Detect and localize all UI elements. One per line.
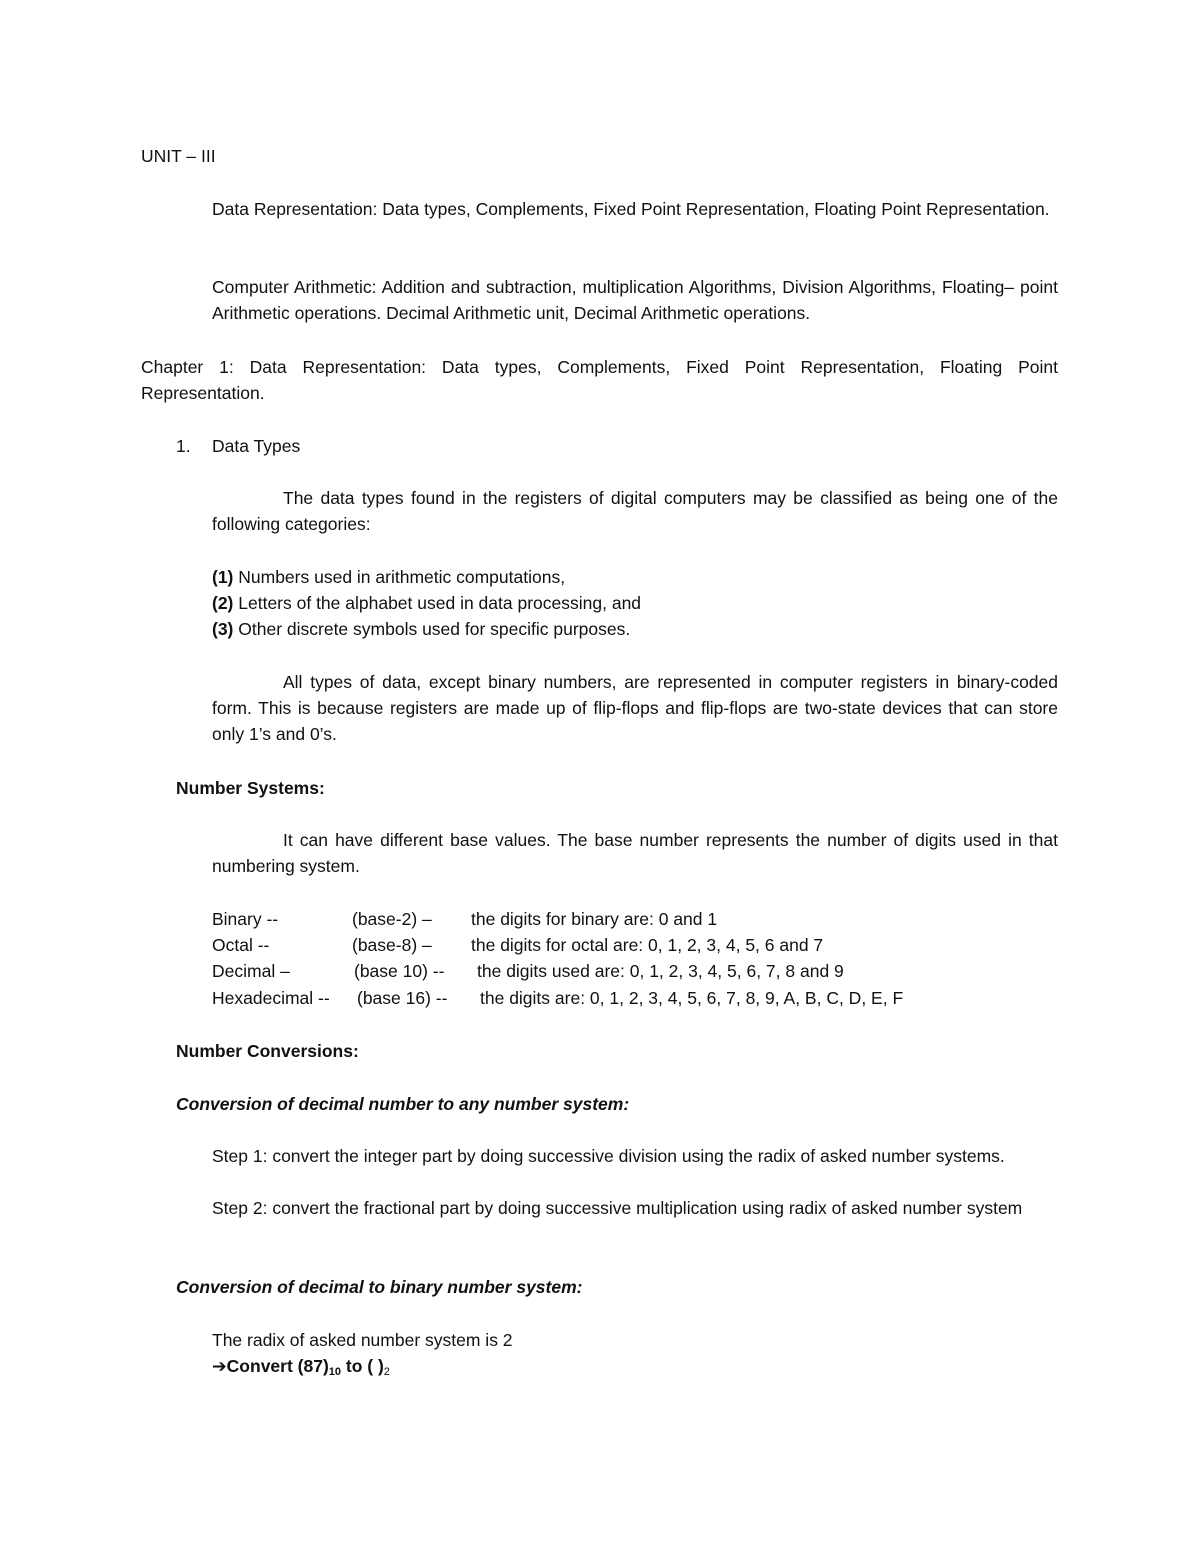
category-number: (3) [212,619,234,639]
section-number: 1. [176,436,191,456]
category-item [212,616,630,642]
number-conversions-heading: Number Conversions: [176,1041,359,1061]
number-systems-intro: It can have different base values. The base number represents the number of digits used in that numbering system. [212,830,1058,876]
category-item [212,564,565,590]
syllabus-line-2: Computer Arithmetic: Addition and subtraction, multiplication Algorithms, Division Algorithms, Floating– point Arithmetic operations. Decimal Arithmetic unit, Decimal Arithmetic operations. [212,277,1058,323]
number-system-digits: the digits are: 0, 1, 2, 3, 4, 5, 6, 7, 8, 9, A, B, C, D, E, F [480,988,904,1008]
unit-title: UNIT – III [141,146,216,166]
number-system-digits: the digits for binary are: 0 and 1 [471,909,718,929]
conversion-binary-subheading: Conversion of decimal to binary number system: [176,1277,583,1297]
radix-line: The radix of asked number system is 2 [212,1330,513,1350]
syllabus-line-1: Data Representation: Data types, Complements, Fixed Point Representation, Floating Point Representation. [212,199,1050,219]
conversion-example [212,1353,390,1385]
conversion-step-1: Step 1: convert the integer part by doing successive division using the radix of asked number systems. [212,1146,1005,1166]
example-sub-from: 10 [328,1366,342,1378]
number-system-digits: the digits for octal are: 0, 1, 2, 3, 4, 5, 6 and 7 [471,935,824,955]
category-item [212,590,641,616]
number-system-base: (base-2) – [352,909,432,929]
category-number: (1) [212,567,234,587]
section-title: Data Types [212,436,301,456]
category-text: Other discrete symbols used for specific purposes. [233,619,631,639]
example-sub-to: 2 [383,1366,390,1378]
category-number: (2) [212,593,234,613]
number-system-name: Octal -- [212,935,270,955]
example-prefix: Convert (87) [226,1356,329,1376]
example-mid: to ( ) [341,1356,384,1376]
number-system-name: Decimal – [212,961,290,981]
data-types-paragraph: All types of data, except binary numbers, are represented in computer registers in binary-coded form. This is because registers are made up of flip-flops and flip-flops are two-state devices that can store only 1’s and 0’s. [212,672,1058,744]
chapter-title: Chapter 1: Data Representation: Data types, Complements, Fixed Point Representation, Floating Point Representation. [141,357,1058,403]
conversion-subheading: Conversion of decimal number to any number system: [176,1094,630,1114]
number-systems-heading: Number Systems: [176,778,325,798]
number-system-base: (base-8) – [352,935,432,955]
category-text: Letters of the alphabet used in data processing, and [233,593,642,613]
right-arrow-icon: ➔ [212,1356,227,1376]
category-text: Numbers used in arithmetic computations, [233,567,566,587]
conversion-step-2: Step 2: convert the fractional part by doing successive multiplication using radix of asked number system [212,1198,1023,1218]
number-system-digits: the digits used are: 0, 1, 2, 3, 4, 5, 6, 7, 8 and 9 [477,961,844,981]
number-system-base: (base 10) -- [354,961,445,981]
data-types-intro: The data types found in the registers of digital computers may be classified as being one of the following categories: [212,488,1058,534]
number-system-base: (base 16) -- [357,988,448,1008]
number-system-name: Hexadecimal -- [212,988,330,1008]
number-system-name: Binary -- [212,909,279,929]
